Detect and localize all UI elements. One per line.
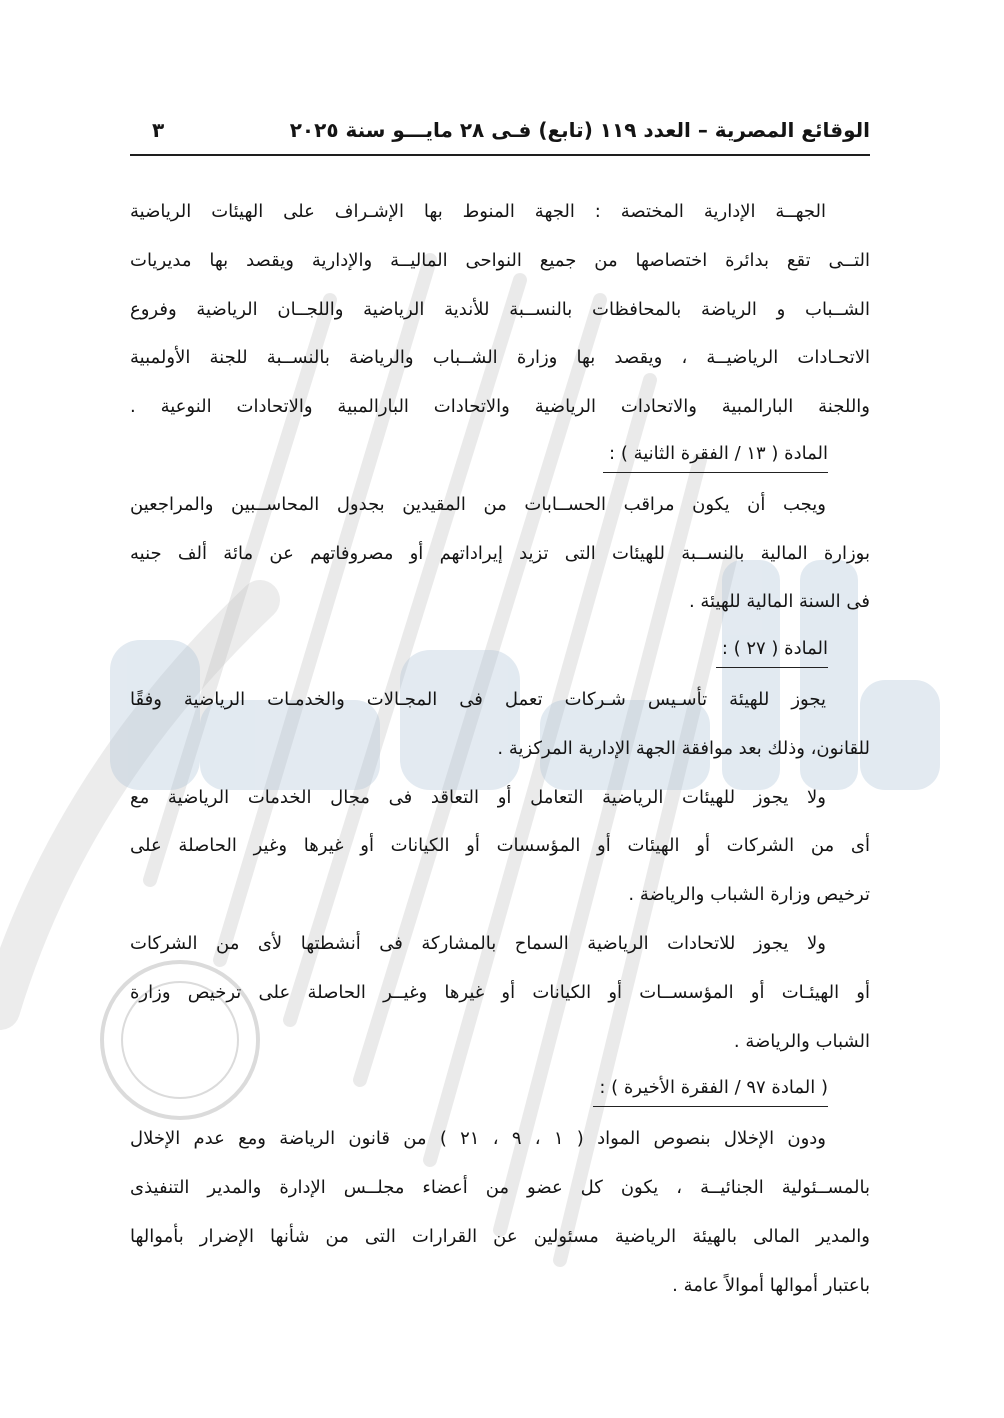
paragraph-line: والمدير المالى بالهيئة الرياضية مسئولين عن القرارات التى من شأنها الإضرار بأموالها [130,1225,870,1247]
paragraph [130,676,870,774]
paragraph-line: بوزارة المالية بالنســبة للهيئات التى تزيد إيراداتهم أو مصروفاتهم عن مائة ألف جنيه [130,542,870,564]
paragraph-line: أى من الشركات أو الهيئات أو المؤسسات أو الكيانات أو غيرها وغير الحاصلة على [130,835,870,857]
paragraph [130,481,870,627]
paragraph-line: ودون الإخلال بنصوص المواد ( ١ ، ٩ ، ٢١ ) من قانون الرياضة ومع عدم الإخلال [130,1128,827,1150]
paragraph-line: التــى تقع بدائرة اختصاصها من جميع النواحى الماليــة والإدارية ويقصد بها مديريات [130,249,870,271]
article-heading-row [130,1066,870,1115]
paragraph-line: الشباب والرياضة . [733,1030,870,1052]
article-heading: المادة ( ٢٧ ) : [716,634,828,668]
paragraph-line: يجوز للهيئة تأسـيس شـركات تعمل فى المجـالات والخدمـات الرياضية وفقًا [130,688,826,710]
document-body [130,188,870,1310]
paragraph-line: واللجنة البارالمبية والاتحادات الرياضية والاتحادات البارالمبية والاتحادات النوعية . [130,396,870,418]
article-heading: ( المادة ٩٧ / الفقرة الأخيرة ) : [593,1073,828,1107]
paragraph-line: الاتحـادات الرياضيــة ، ويقصد بها وزارة الشــباب والرياضة بالنســبة للجنة الأولمبية [130,347,870,369]
header-rule [130,154,870,156]
paragraph-line: ولا يجوز للهيئات الرياضية التعامل أو التعاقد فى مجال الخدمات الرياضية مع [130,786,826,808]
paragraph [130,774,870,920]
paragraph-line: الجهــة الإدارية المختصة : الجهة المنوط بها الإشـراف على الهيئات الرياضية [130,201,826,222]
paragraph [130,188,870,432]
article-heading-row [130,627,870,676]
paragraph-line: ولا يجوز للاتحادات الرياضية السماح بالمشاركة فى أنشطتها لأى من الشركات [130,932,826,954]
paragraph [130,1115,870,1310]
paragraph-line: الشــباب و الرياضة بالمحافظات بالنســبة للأندية الرياضية واللجــان الرياضية وفروع [130,298,870,320]
page-number: ٣ [152,118,165,142]
paragraph-line: ترخيص وزارة الشباب والرياضة . [628,884,870,906]
paragraph-line: باعتبار أموالها أموالاً عامة . [672,1274,870,1296]
paragraph-line: ويجب أن يكون مراقب الحســابات من المقيدين بجدول المحاســبين والمراجعين [130,493,826,515]
paragraph-line: أو الهيئـات أو المؤسســات أو الكيانات أو غيرها وغيــر الحاصلة على ترخيص وزارة [130,981,870,1003]
article-heading-row [130,432,870,481]
paragraph-line: للقانون، وذلك بعد موافقة الجهة الإدارية المركزية . [497,737,870,759]
article-heading: المادة ( ١٣ / الفقرة الثانية ) : [603,439,828,473]
page-header [130,112,870,148]
paragraph-line: فى السنة المالية للهيئة . [688,591,870,613]
paragraph [130,920,870,1066]
page-header-title: الوقائع المصرية – العدد ١١٩ (تابع) فـى ٢٨ مايـــو سنة ٢٠٢٥ [289,118,870,142]
paragraph-line: بالمســئولية الجنائيــة ، يكون كل عضو من أعضاء مجلــس الإدارة والمدير التنفيذى [130,1176,870,1198]
